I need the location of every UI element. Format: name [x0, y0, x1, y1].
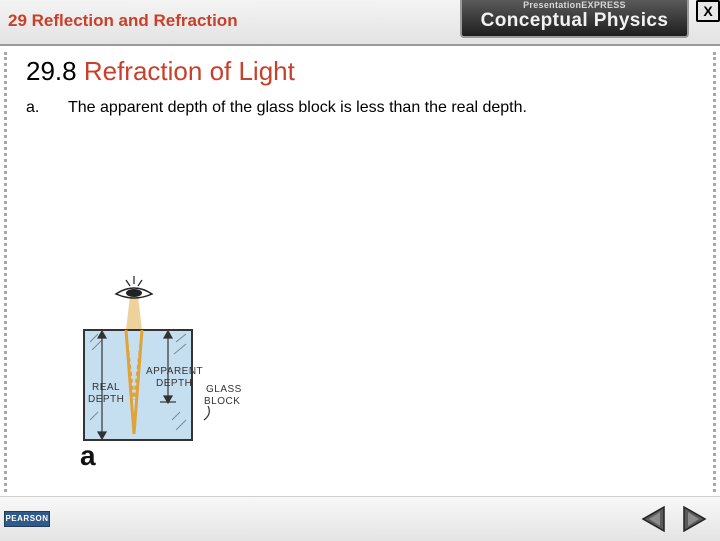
publisher-logo: PEARSON	[4, 511, 50, 527]
label-apparent-1: APPARENT	[146, 366, 204, 377]
header-divider	[0, 44, 720, 46]
label-real-1: REAL	[92, 382, 121, 393]
label-real-2: DEPTH	[88, 394, 125, 405]
section-title: Refraction of Light	[83, 56, 295, 86]
previous-slide-button[interactable]	[640, 505, 668, 533]
ray-beam	[126, 296, 142, 330]
label-glass-1: GLASS	[206, 384, 242, 395]
brand-logo	[460, 0, 689, 38]
chapter-name: Reflection and Refraction	[31, 11, 238, 30]
header-bar	[0, 0, 720, 46]
chapter-title	[8, 11, 238, 31]
panel-letter: a	[80, 440, 96, 471]
brand-title: Conceptual Physics	[480, 10, 669, 31]
footer-bar	[0, 496, 720, 541]
glass-block-diagram	[76, 270, 266, 470]
bullet-text: The apparent depth of the glass block is less than the real depth.	[68, 99, 527, 116]
right-border	[713, 52, 716, 492]
triangle-left-icon	[640, 505, 668, 533]
label-apparent-2: DEPTH	[156, 378, 193, 389]
section-number: 29.8	[26, 56, 77, 86]
eye-icon	[116, 276, 152, 298]
triangle-right-icon	[680, 505, 708, 533]
left-border	[4, 52, 7, 492]
glass-pointer	[204, 406, 209, 420]
glass-block-figure	[76, 270, 266, 470]
chapter-number: 29	[8, 11, 27, 30]
bullet-marker: a.	[26, 99, 40, 116]
label-glass-2: BLOCK	[204, 396, 241, 407]
slide-title	[26, 56, 295, 87]
next-slide-button[interactable]	[680, 505, 708, 533]
close-button[interactable]: X	[696, 0, 720, 22]
brand-subtitle: PresentationEXPRESS	[523, 0, 626, 10]
